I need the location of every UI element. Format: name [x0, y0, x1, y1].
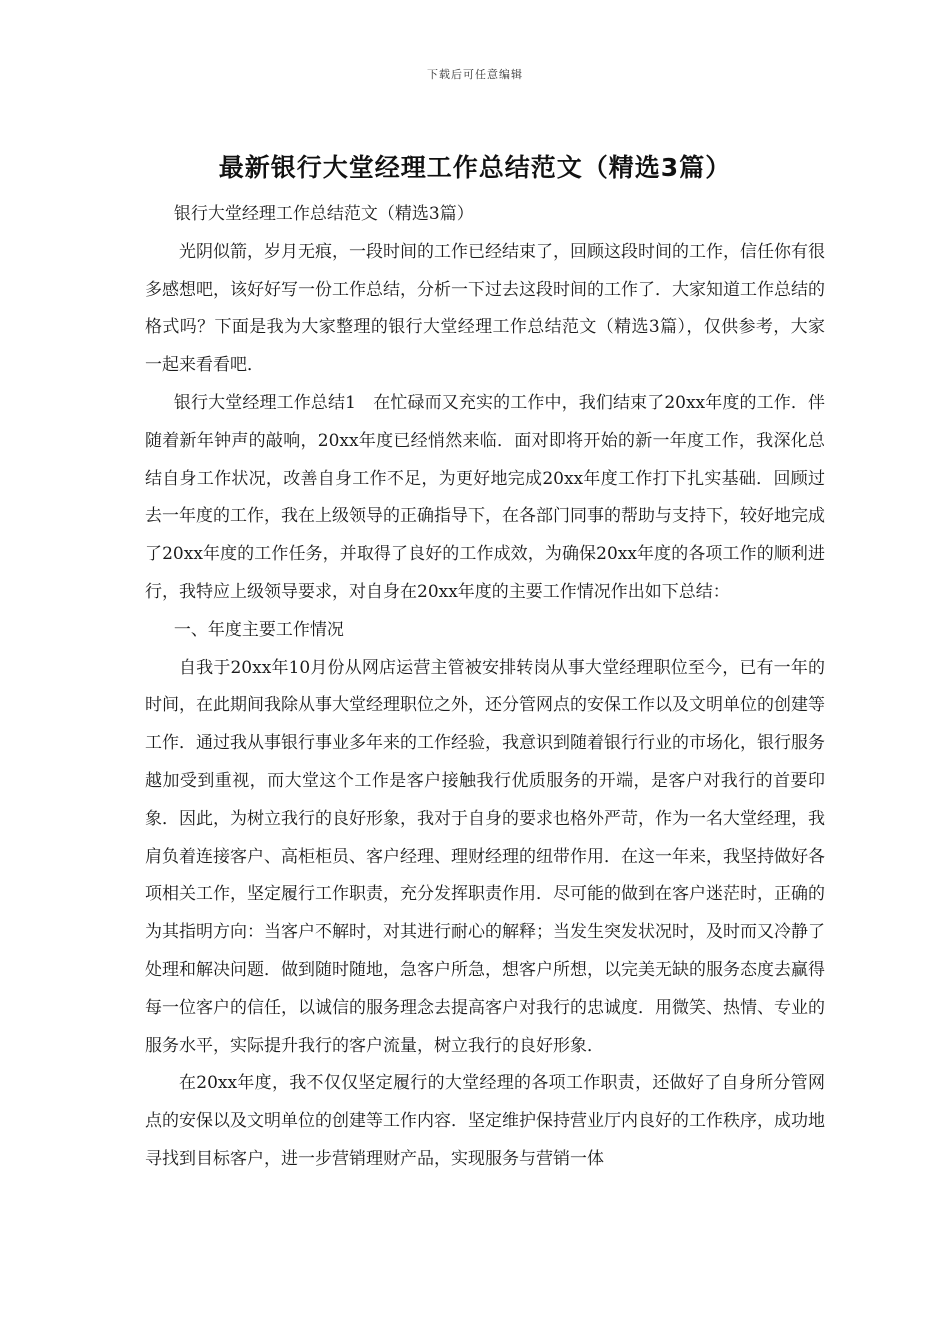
subtitle-paragraph: 银行大堂经理工作总结范文（精选3篇） — [173, 204, 474, 224]
document-body — [145, 196, 825, 1179]
body-paragraph: 自我于20xx年10月份从网店运营主管被安排转岗从事大堂经理职位至今，已有一年的时间，在此期间我除从事大堂经理职位之外，还分管网点的安保工作以及文明单位的创建等工作．通过我从事银行事业多年来的工作经验，我意识到随着银行行业的市场化，银行服务越加受到重视，而大堂这个工作是客户接触我行优质服务的开端，是客户对我行的首要印象．因此，为树立我行的良好形象，我对于自身的要求也格外严苛，作为一名大堂经理，我肩负着连接客户、高柜柜员、客户经理、理财经理的纽带作用．在这一年来，我坚持做好各项相关工作，坚定履行工作职责，充分发挥职责作用．尽可能的做到在客户迷茫时，正确的为其指明方向：当客户不解时，对其进行耐心的解释；当发生突发状况时，及时而又冷静了处理和解决问题．做到随时随地，急客户所急，想客户所想，以完美无缺的服务态度去赢得每一位客户的信任，以诚信的服务理念去提高客户对我行的忠诚度．用微笑、热情、专业的服务水平，实际提升我行的客户流量，树立我行的良好形象． — [145, 657, 825, 1056]
page-header-note: 下载后可任意编辑 — [427, 68, 523, 81]
document-title: 最新银行大堂经理工作总结范文（精选3篇） — [218, 153, 732, 182]
body-paragraph: 在20xx年度，我不仅仅坚定履行的大堂经理的各项工作职责，还做好了自身所分管网点的安保以及文明单位的创建等工作内容．坚定维护保持营业厅内良好的工作秩序，成功地寻找到目标客户，进一步营销理财产品，实现服务与营销一体 — [145, 1073, 825, 1169]
summary-1-paragraph: 银行大堂经理工作总结1 在忙碌而又充实的工作中，我们结束了20xx年度的工作．伴随着新年钟声的敲响，20xx年度已经悄然来临．面对即将开始的新一年度工作，我深化总结自身工作状况，改善自身工作不足，为更好地完成20xx年度工作打下扎实基础．回顾过去一年度的工作，我在上级领导的正确指导下，在各部门同事的帮助与支持下，较好地完成了20xx年度的工作任务，并取得了良好的工作成效，为确保20xx年度的各项工作的顺利进行，我特应上级领导要求，对自身在20xx年度的主要工作情况作出如下总结： — [145, 392, 825, 602]
section-heading: 一、年度主要工作情况 — [173, 619, 344, 640]
intro-paragraph: 光阴似箭，岁月无痕，一段时间的工作已经结束了，回顾这段时间的工作，信任你有很多感想吧，该好好写一份工作总结，分析一下过去这段时间的工作了．大家知道工作总结的格式吗？下面是我为大家整理的银行大堂经理工作总结范文（精选3篇），仅供参考，大家一起来看看吧． — [145, 241, 825, 376]
